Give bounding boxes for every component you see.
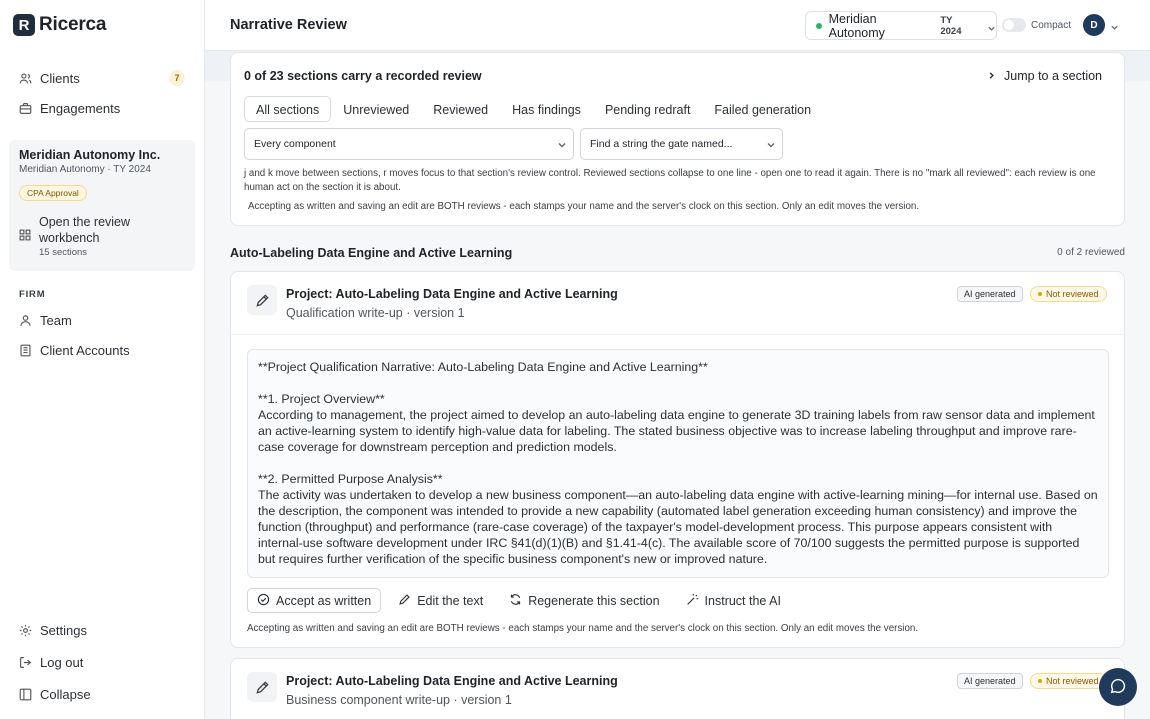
- building-icon: [19, 344, 32, 357]
- open-workbench-link[interactable]: [19, 214, 149, 258]
- review-filter-panel: [230, 52, 1125, 226]
- status-dot: [1038, 679, 1042, 683]
- gate-filter-value: Find a string the gate named...: [590, 138, 733, 150]
- card-subtitle: Business component write-up · version 1: [286, 693, 512, 707]
- card-title: Project: Auto-Labeling Data Engine and Active Learning: [286, 674, 618, 688]
- chevron-right-icon: [987, 69, 996, 83]
- ai-generated-badge: AI generated: [957, 286, 1023, 302]
- component-filter-select[interactable]: [244, 128, 574, 160]
- refresh-icon: [509, 593, 522, 609]
- review-actions: [247, 588, 798, 613]
- ai-generated-badge: AI generated: [957, 673, 1023, 689]
- briefcase-icon: [19, 102, 32, 115]
- button-label: Regenerate this section: [528, 593, 660, 608]
- jump-to-section-button[interactable]: [987, 69, 1102, 83]
- avatar[interactable]: D: [1083, 14, 1105, 36]
- button-label: Edit the text: [417, 593, 484, 608]
- filter-tabs: [244, 96, 823, 122]
- sidebar-item-collapse[interactable]: [19, 687, 185, 702]
- edit-text-button[interactable]: [389, 588, 492, 613]
- tab-all-sections[interactable]: All sections: [244, 96, 331, 122]
- status-label: Not reviewed: [1046, 289, 1099, 299]
- status-label: Not reviewed: [1046, 676, 1099, 686]
- card-footnote: Accepting as written and saving an edit are BOTH reviews - each stamps your name and the server's clock on this section. Only an edit moves the version.: [247, 623, 919, 634]
- logo-mark: R: [13, 14, 35, 36]
- workbench-label: Open the review workbench: [39, 215, 131, 245]
- client-select-name: Meridian Autonomy: [828, 11, 885, 40]
- firm-section-label: FIRM: [19, 289, 46, 300]
- status-dot: [1038, 292, 1042, 296]
- sidebar-item-clients[interactable]: [19, 71, 185, 86]
- top-bar: [205, 0, 1150, 51]
- button-label: Instruct the AI: [704, 593, 781, 608]
- chat-bubble-icon: [1109, 677, 1127, 698]
- review-progress: 0 of 23 sections carry a recorded review: [244, 69, 482, 83]
- tab-unreviewed[interactable]: Unreviewed: [343, 103, 410, 117]
- accept-as-written-button[interactable]: [247, 588, 381, 613]
- compact-toggle[interactable]: [1002, 18, 1026, 32]
- sidebar-item-label: Engagements: [40, 101, 121, 116]
- sidebar-item-engagements[interactable]: [19, 101, 185, 116]
- chevron-down-icon[interactable]: [1110, 20, 1119, 29]
- tab-pending-redraft[interactable]: Pending redraft: [604, 103, 691, 117]
- regenerate-section-button[interactable]: [500, 588, 668, 613]
- sidebar-item-label: Collapse: [40, 687, 91, 702]
- sidebar-item-client-accounts[interactable]: [19, 343, 185, 358]
- status-dot: [816, 23, 822, 29]
- page-title: Narrative Review: [230, 17, 347, 33]
- magic-wand-icon: [686, 593, 699, 609]
- group-title: Auto-Labeling Data Engine and Active Learning: [230, 246, 513, 260]
- component-filter-value: Every component: [254, 138, 336, 150]
- main-content: [205, 51, 1150, 719]
- button-label: Accept as written: [276, 593, 372, 608]
- brand-logo[interactable]: [13, 14, 106, 36]
- check-circle-icon: [257, 593, 270, 609]
- chevron-down-icon: [766, 140, 776, 150]
- sidebar-item-team[interactable]: [19, 313, 185, 328]
- tab-reviewed[interactable]: Reviewed: [433, 103, 489, 117]
- card-subtitle: Qualification write-up · version 1: [286, 306, 465, 320]
- review-footnote: Accepting as written and saving an edit are BOTH reviews - each stamps your name and the server's clock on this section. Only an edit moves the version.: [248, 201, 920, 212]
- client-subtitle: Meridian Autonomy · TY 2024: [19, 164, 151, 175]
- narrative-text: **Project Qualification Narrative: Auto-Labeling Data Engine and Active Learning** **1. Project Overview** According to management, the project aimed to develop an auto-labeling data engine to generate 3D training labels from raw sensor data and implement an active-learning system to identify high-value data for labeling. The stated business objective was to increase labeling throughput and improve rare-case coverage for downstream perception and prediction models. **2. Permitted Purpose Analysis** The activity was undertaken to develop a new business component—an auto-labeling data engine with active-learning mining—for internal use. Based on the description, the component was intended to provide a new capability (automated label generation exceeding human consistency) and improve the function (throughput) and performance (rare-case coverage) of the taxpayer's model-development process. This purpose appears consistent with internal-use software development under IRC §41(d)(1)(B) and §1.41-4(c). The available score of 70/100 suggests the permitted purpose is supported but requires further verification of the specific business component's new or improved nature.: [247, 349, 1109, 578]
- sidebar-item-logout[interactable]: [19, 655, 185, 670]
- pencil-icon: [247, 672, 277, 702]
- divider: [231, 334, 1124, 335]
- status-badge: [1030, 286, 1107, 302]
- sidebar-item-label: Client Accounts: [40, 343, 130, 358]
- section-card: [230, 658, 1125, 719]
- status-badge: CPA Approval: [19, 185, 87, 201]
- sidebar-item-label: Team: [40, 313, 72, 328]
- tab-has-findings[interactable]: Has findings: [512, 103, 581, 117]
- status-badge: [1030, 673, 1107, 689]
- pencil-icon: [247, 285, 277, 315]
- sidebar-item-label: Settings: [40, 623, 87, 638]
- workbench-count: 15 sections: [39, 247, 88, 258]
- client-name: Meridian Autonomy Inc.: [19, 148, 161, 162]
- team-icon: [19, 314, 32, 327]
- client-select[interactable]: [805, 11, 997, 40]
- brand-name: Ricerca: [39, 14, 107, 35]
- chevron-down-icon: [557, 140, 567, 150]
- logout-icon: [19, 656, 32, 669]
- collapse-icon: [19, 688, 32, 701]
- compact-label: Compact: [1031, 20, 1072, 31]
- group-review-count: 0 of 2 reviewed: [1057, 247, 1125, 258]
- sidebar-item-settings[interactable]: [19, 623, 185, 638]
- client-select-year: TY 2024: [940, 14, 962, 37]
- chevron-down-icon: [987, 21, 996, 30]
- pencil-icon: [398, 593, 411, 609]
- section-card: [230, 271, 1125, 648]
- sidebar-item-label: Log out: [40, 655, 84, 670]
- gear-icon: [19, 624, 32, 637]
- card-title: Project: Auto-Labeling Data Engine and Active Learning: [286, 287, 618, 301]
- clients-count-badge: 7: [169, 70, 185, 86]
- gate-filter-select[interactable]: [580, 128, 783, 160]
- instruct-ai-button[interactable]: [677, 588, 790, 613]
- users-icon: [19, 72, 32, 85]
- sidebar: [0, 0, 205, 719]
- jump-label: Jump to a section: [1004, 69, 1102, 83]
- client-card: [9, 140, 195, 271]
- keyboard-help-text: j and k move between sections, r moves focus to that section's review control. Reviewed sections collapse to one line - open one to read it again. There is no "mark all reviewed": each review is one human act on the section it is about.: [244, 168, 1096, 193]
- sidebar-item-label: Clients: [40, 71, 80, 86]
- grid-icon: [19, 229, 31, 241]
- chat-button[interactable]: [1099, 668, 1137, 706]
- tab-failed-generation[interactable]: Failed generation: [714, 103, 812, 117]
